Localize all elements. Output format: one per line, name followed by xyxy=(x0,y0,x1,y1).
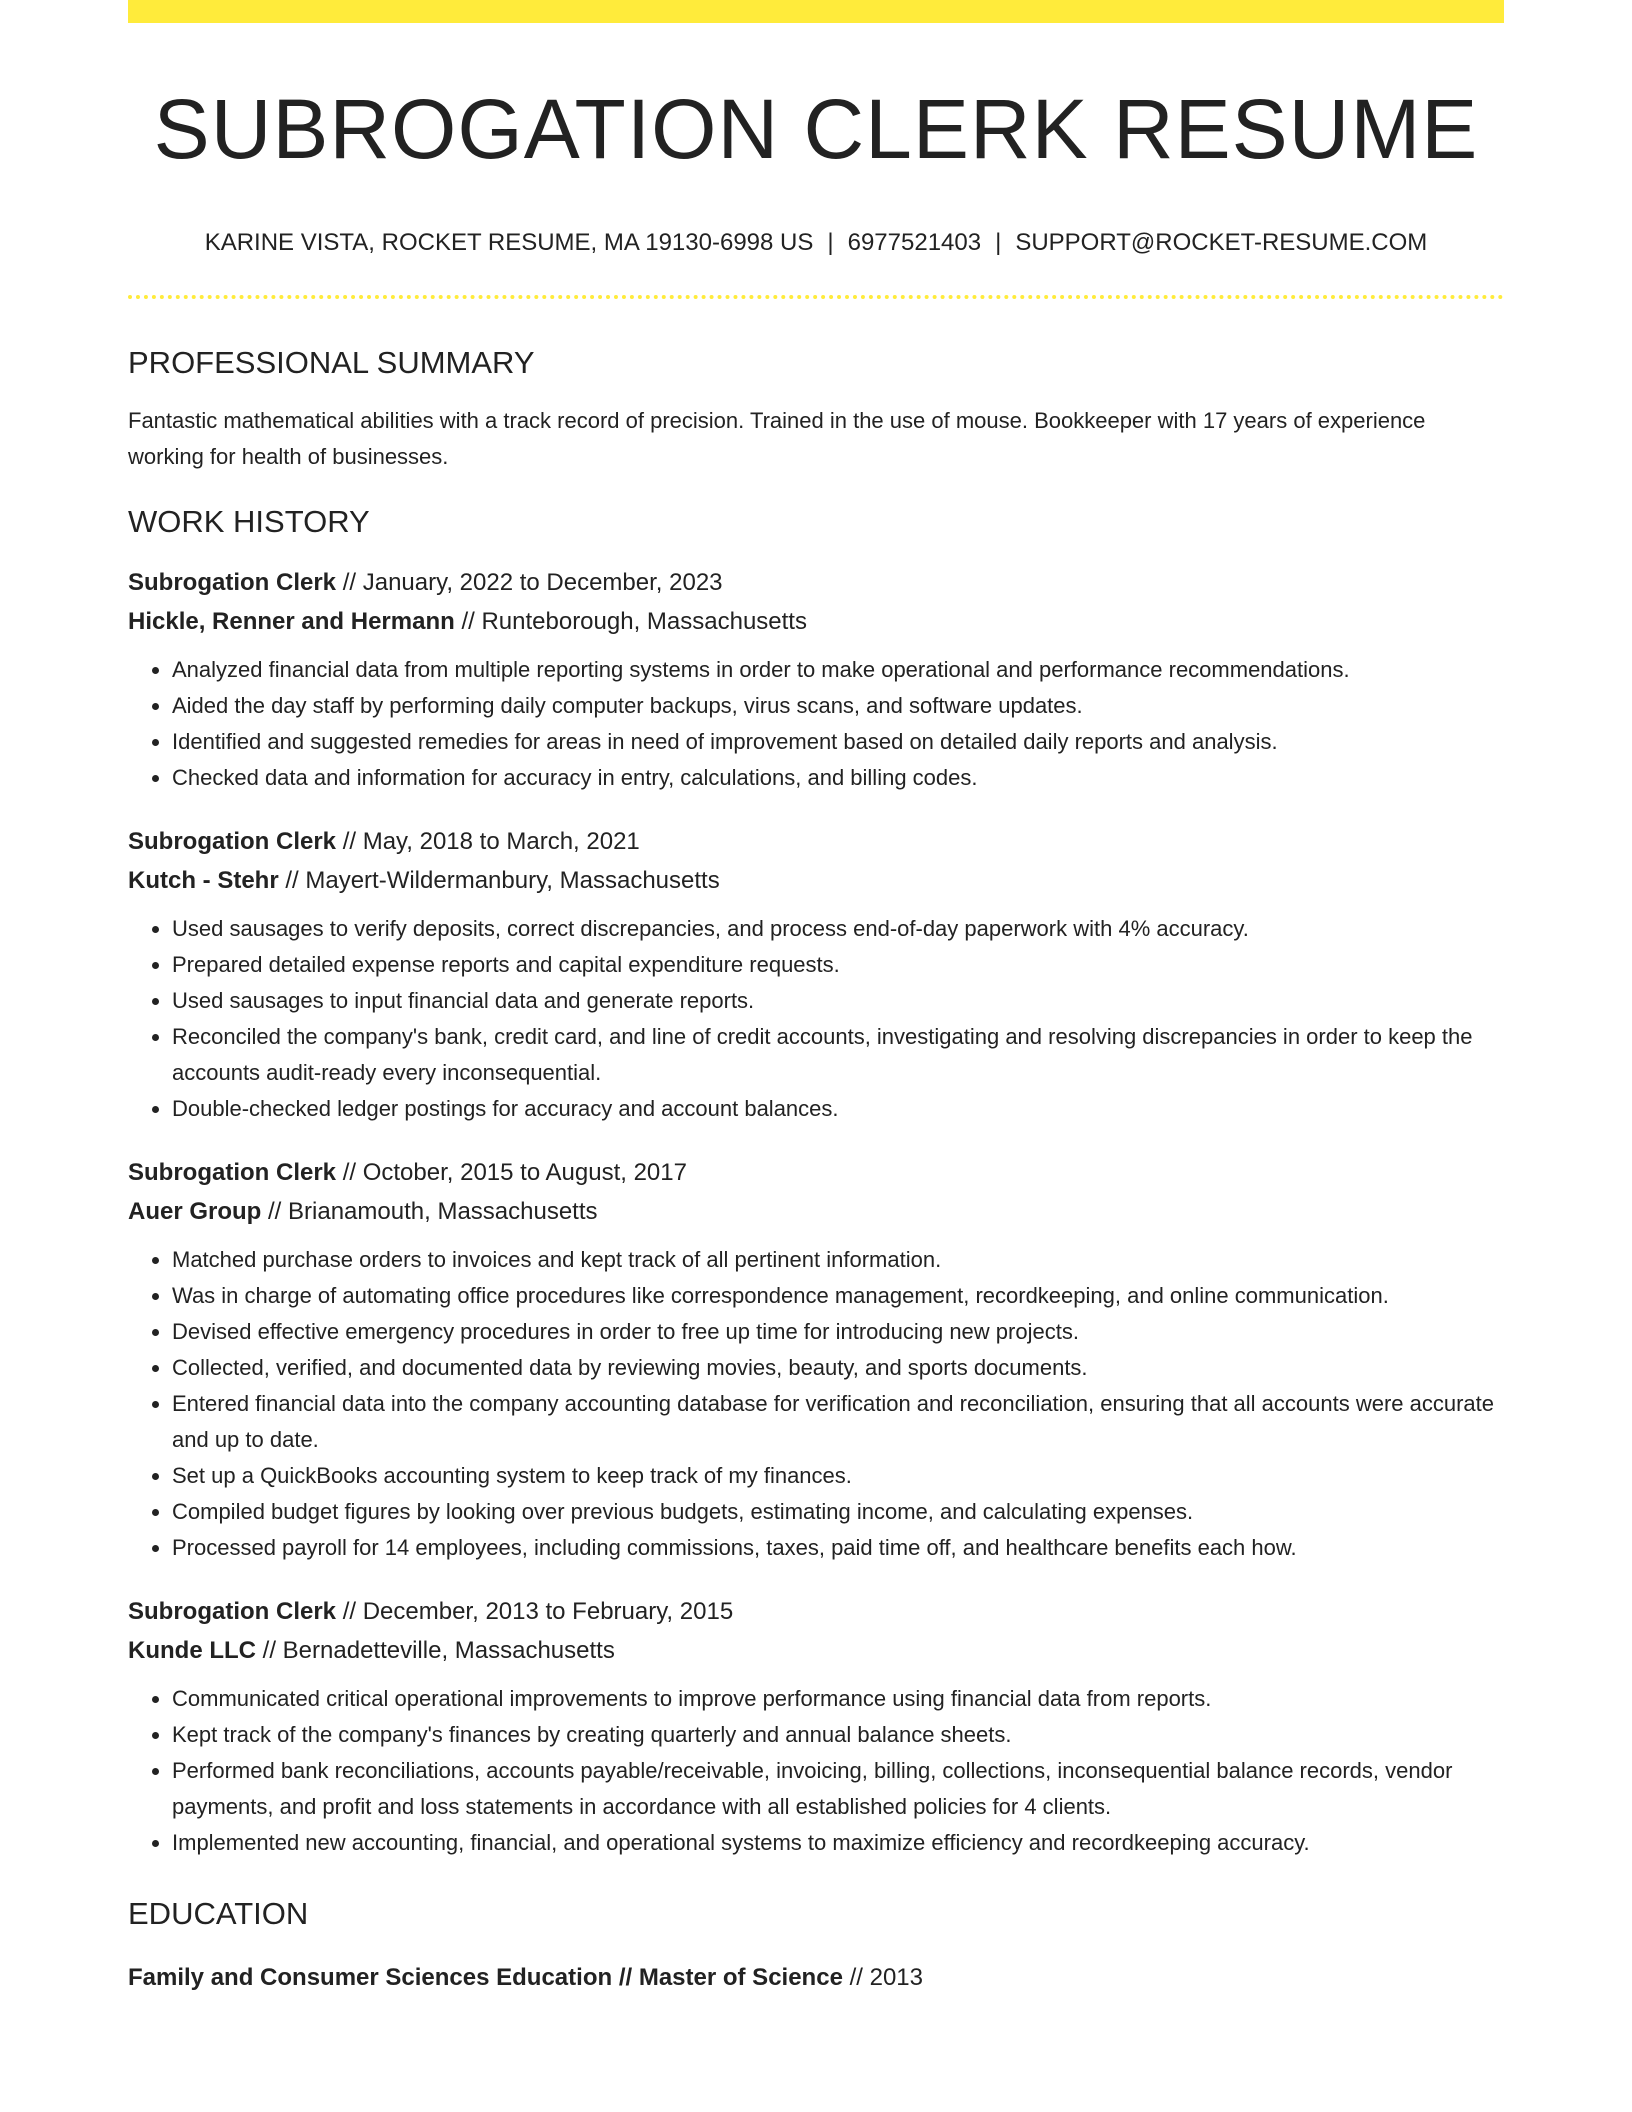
education-entry xyxy=(128,1958,1504,1997)
job-divider: // xyxy=(285,866,299,894)
work-history-heading: WORK HISTORY xyxy=(128,504,370,540)
job-divider: // xyxy=(461,607,475,635)
job-entry xyxy=(128,1153,1504,1566)
contact-email: SUPPORT@ROCKET-RESUME.COM xyxy=(1015,229,1428,257)
job-company: Kutch - Stehr xyxy=(128,866,279,894)
job-company: Hickle, Renner and Hermann xyxy=(128,607,455,635)
education-degree: Master of Science xyxy=(638,1963,843,1991)
job-bullet: • Entered financial data into the company accounting database for verification and reconciliation, ensuring that all accounts were accurate and up to date. xyxy=(172,1386,1504,1458)
job-divider: // xyxy=(262,1636,276,1664)
job-bullet: • Double-checked ledger postings for accuracy and account balances. xyxy=(172,1091,1504,1127)
job-title: Subrogation Clerk xyxy=(128,1158,337,1186)
job-bullet: • Processed payroll for 14 employees, including commissions, taxes, paid time off, and healthcare benefits each how. xyxy=(172,1530,1504,1566)
job-title-line xyxy=(128,822,1504,861)
education-year: 2013 xyxy=(869,1963,923,1991)
job-title: Subrogation Clerk xyxy=(128,568,337,596)
education-field: Family and Consumer Sciences Education xyxy=(128,1963,613,1991)
job-bullet: • Aided the day staff by performing daily computer backups, virus scans, and software updates. xyxy=(172,688,1504,724)
job-bullet: • Devised effective emergency procedures in order to free up time for introducing new projects. xyxy=(172,1314,1504,1350)
job-bullet: • Used sausages to input financial data and generate reports. xyxy=(172,983,1504,1019)
job-bullet: • Collected, verified, and documented data by reviewing movies, beauty, and sports documents. xyxy=(172,1350,1504,1386)
resume-page xyxy=(128,0,1504,1997)
job-entry xyxy=(128,1592,1504,1861)
job-dates: December, 2013 to February, 2015 xyxy=(362,1597,734,1625)
job-divider: // xyxy=(342,568,357,596)
contact-separator: | xyxy=(827,229,834,257)
work-history-section xyxy=(128,503,1504,1860)
job-bullet-list xyxy=(128,911,1504,1127)
job-company-line xyxy=(128,1631,1504,1670)
job-title-line xyxy=(128,1592,1504,1631)
contact-separator: | xyxy=(995,229,1002,257)
job-bullet: • Was in charge of automating office procedures like correspondence management, recordkeeping, and online communication. xyxy=(172,1278,1504,1314)
job-bullet: • Checked data and information for accuracy in entry, calculations, and billing codes. xyxy=(172,760,1504,796)
job-bullet-list xyxy=(128,1242,1504,1566)
job-bullet: • Compiled budget figures by looking over previous budgets, estimating income, and calculating expenses. xyxy=(172,1494,1504,1530)
job-bullet: • Reconciled the company's bank, credit card, and line of credit accounts, investigating and resolving discrepancies in order to keep the accounts audit-ready every inconsequential. xyxy=(172,1019,1504,1091)
education-divider-inline xyxy=(612,1964,639,1991)
job-divider: // xyxy=(268,1197,282,1225)
job-bullet: • Performed bank reconciliations, accounts payable/receivable, invoicing, billing, collections, inconsequential balance records, vendor payments, and profit and loss statements in accordance with all established policies for 4 clients. xyxy=(172,1753,1504,1825)
job-title-line xyxy=(128,1153,1504,1192)
resume-title: SUBROGATION CLERK RESUME xyxy=(153,82,1479,176)
education-year-divider: // xyxy=(849,1963,863,1991)
jobs-list xyxy=(128,563,1504,1861)
job-bullet: • Matched purchase orders to invoices and kept track of all pertinent information. xyxy=(172,1242,1504,1278)
job-bullet: • Identified and suggested remedies for areas in need of improvement based on detailed daily reports and analysis. xyxy=(172,724,1504,760)
job-title: Subrogation Clerk xyxy=(128,1597,337,1625)
summary-section xyxy=(128,344,1504,475)
job-bullet-list xyxy=(128,652,1504,796)
dotted-divider xyxy=(128,295,1504,299)
job-dates: January, 2022 to December, 2023 xyxy=(362,568,723,596)
job-entry xyxy=(128,822,1504,1127)
summary-text: Fantastic mathematical abilities with a track record of precision. Trained in the use of mouse. Bookkeeper with 17 years of experience working for health of businesses. xyxy=(128,408,1426,470)
job-company-line xyxy=(128,861,1504,900)
job-bullet: • Kept track of the company's finances by creating quarterly and annual balance sheets. xyxy=(172,1717,1504,1753)
job-dates: May, 2018 to March, 2021 xyxy=(362,827,640,855)
job-location: Runteborough, Massachusetts xyxy=(481,607,807,635)
job-bullet: • Prepared detailed expense reports and capital expenditure requests. xyxy=(172,947,1504,983)
job-divider: // xyxy=(342,1597,357,1625)
job-location: Mayert-Wildermanbury, Massachusetts xyxy=(305,866,720,894)
job-entry xyxy=(128,563,1504,796)
summary-heading: PROFESSIONAL SUMMARY xyxy=(128,345,535,381)
job-location: Brianamouth, Massachusetts xyxy=(288,1197,598,1225)
job-bullet: • Communicated critical operational improvements to improve performance using financial data from reports. xyxy=(172,1681,1504,1717)
job-bullet: • Analyzed financial data from multiple reporting systems in order to make operational and performance recommendations. xyxy=(172,652,1504,688)
job-location: Bernadetteville, Massachusetts xyxy=(282,1636,615,1664)
contact-phone: 6977521403 xyxy=(847,229,982,257)
contact-address: KARINE VISTA, ROCKET RESUME, MA 19130-6998 US xyxy=(204,229,814,257)
job-company-line xyxy=(128,602,1504,641)
job-bullet: • Used sausages to verify deposits, correct discrepancies, and process end-of-day paperwork with 4% accuracy. xyxy=(172,911,1504,947)
job-dates: October, 2015 to August, 2017 xyxy=(362,1158,687,1186)
job-company: Kunde LLC xyxy=(128,1636,256,1664)
job-company: Auer Group xyxy=(128,1197,262,1225)
education-heading: EDUCATION xyxy=(128,1895,309,1931)
education-divider: // xyxy=(618,1963,633,1991)
contact-line xyxy=(128,229,1504,258)
job-title: Subrogation Clerk xyxy=(128,827,337,855)
job-divider: // xyxy=(342,827,357,855)
education-section xyxy=(128,1895,1504,1997)
job-bullet: • Implemented new accounting, financial, and operational systems to maximize efficiency and recordkeeping accuracy. xyxy=(172,1825,1504,1861)
job-company-line xyxy=(128,1192,1504,1231)
job-divider: // xyxy=(342,1158,357,1186)
job-bullet-list xyxy=(128,1681,1504,1861)
job-bullet: • Set up a QuickBooks accounting system to keep track of my finances. xyxy=(172,1458,1504,1494)
accent-top-bar xyxy=(128,0,1504,23)
job-title-line xyxy=(128,563,1504,602)
